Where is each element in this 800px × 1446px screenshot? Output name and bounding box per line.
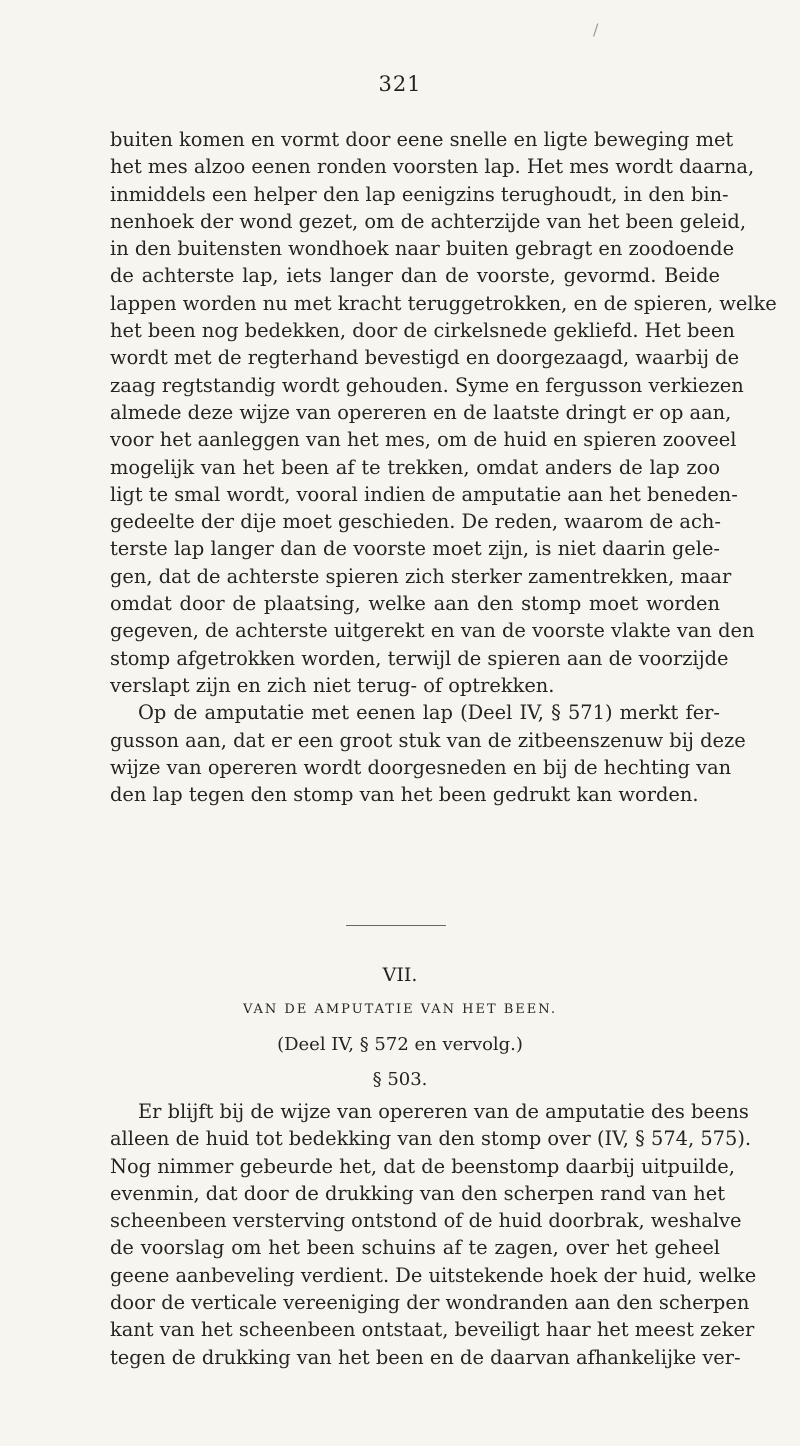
text-line: terste lap langer dan de voorste moet zijn, is niet daarin gele- [110,537,720,561]
text-line: alleen de huid tot bedekking van den stomp over (IV, § 574, 575). [110,1127,752,1151]
text-line: gen, dat de achterste spieren zich sterker zamentrekken, maar [110,564,732,588]
paragraph-amputation-leg [110,1098,757,1371]
text-line: in den buitensten wondhoek naar buiten gebragt en zoodoende [110,237,735,261]
text-line: wordt met de regterhand bevestigd en doorgezaagd, waarbij de [110,346,740,370]
chapter-reference: (Deel IV, § 572 en vervolg.) [277,1034,523,1055]
text-line: den lap tegen den stomp van het been gedrukt kan worden. [110,783,699,807]
stray-pencil-mark: / [593,20,599,39]
text-line: verslapt zijn en zich niet terug- of optrekken. [110,673,555,697]
text-line: zaag regtstandig wordt gehouden. Syme en fergusson verkiezen [110,373,744,397]
text-line: het mes alzoo eenen ronden voorsten lap. Het mes wordt daarna, [110,155,755,179]
text-line: kant van het scheenbeen ontstaat, beveiligt haar het meest zeker [110,1318,755,1342]
text-line: mogelijk van het been af te trekken, omdat anders de lap zoo [110,455,720,479]
page-number: 321 [378,72,422,96]
text-line: evenmin, dat door de drukking van den scherpen rand van het [110,1181,726,1205]
text-line: omdat door de plaatsing, welke aan den stomp moet worden [110,592,720,616]
chapter-number: VII. [382,964,418,986]
chapter-title: VAN DE AMPUTATIE VAN HET BEEN. [243,1002,557,1017]
text-line: Nog nimmer gebeurde het, dat de beenstomp daarbij uitpuilde, [110,1154,735,1178]
text-line: Er blijft bij de wijze van opereren van de amputatie des beens [138,1100,749,1123]
text-line: buiten komen en vormt door eene snelle en ligte beweging met [110,128,734,151]
text-line: gusson aan, dat er een groot stuk van de zitbeenszenuw bij deze [110,728,746,752]
section-divider [346,925,446,926]
text-line: Op de amputatie met eenen lap (Deel IV, § 571) merkt fer- [138,701,720,725]
text-line: gedeelte der dije moet geschieden. De reden, waarom de ach- [110,510,721,534]
text-line: voor het aanleggen van het mes, om de huid en spieren zooveel [110,428,737,452]
text-line: ligt te smal wordt, vooral indien de amputatie aan het beneden- [110,482,738,506]
text-line: het been nog bedekken, door de cirkelsnede gekliefd. Het been [110,319,735,343]
text-line: scheenbeen versterving ontstond of de huid doorbrak, weshalve [110,1209,742,1233]
text-line: de voorslag om het been schuins af te zagen, over het geheel [110,1236,720,1260]
text-line: de achterste lap, iets langer dan de voorste, gevormd. Beide [110,264,720,288]
text-line: stomp afgetrokken worden, terwijl de spieren aan de voorzijde [110,646,729,670]
text-line: wijze van opereren wordt doorgesneden en bij de hechting van [110,755,732,779]
paragraph-amputation-thigh [110,126,777,808]
text-line: inmiddels een helper den lap eenigzins terughoudt, in den bin- [110,182,729,206]
text-line: lappen worden nu met kracht teruggetrokken, en de spieren, welke [110,291,777,315]
text-line: almede deze wijze van opereren en de laatste dringt er op aan, [110,400,732,424]
section-number: § 503. [372,1069,428,1090]
text-line: tegen de drukking van het been en de daarvan afhankelijke ver- [110,1345,741,1369]
text-line: door de verticale vereeniging der wondranden aan den scherpen [110,1291,750,1315]
text-line: nenhoek der wond gezet, om de achterzijde van het been geleid, [110,209,747,233]
text-line: gegeven, de achterste uitgerekt en van de voorste vlakte van den [110,619,755,643]
text-line: geene aanbeveling verdient. De uitstekende hoek der huid, welke [110,1263,757,1287]
